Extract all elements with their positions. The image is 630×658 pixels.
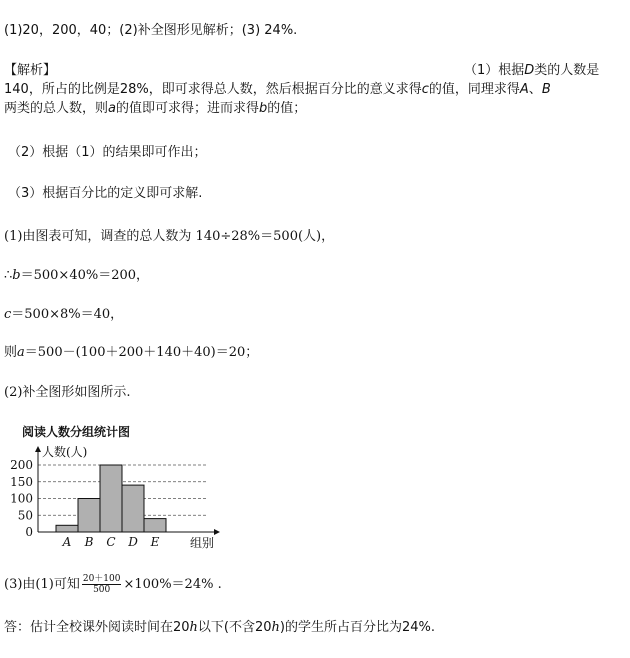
- bar-b: [78, 499, 100, 533]
- x-tick-label: B: [84, 535, 94, 549]
- solution-step-3: c＝500×8%＝40，: [4, 307, 124, 322]
- x-tick-label: C: [106, 535, 116, 549]
- solution-step-6: (3)由(1)可知 $\frac{20+100}{500}$ ×100%＝24% .: [4, 574, 222, 595]
- solution-step-1: (1)由图表可知，调查的总人数为 140÷28%＝500(人)，: [4, 229, 335, 244]
- analysis-p1-line2: 140，所占的比例是28%，即可求得总人数，然后根据百分比的意义求得c的值，同理求得A、B: [4, 82, 551, 97]
- analysis-heading: 【解析】: [4, 63, 57, 78]
- x-axis-arrow: [214, 529, 220, 535]
- analysis-p1-head: （1）根据D类的人数是: [464, 63, 600, 78]
- y-tick-label: 100: [10, 491, 33, 506]
- fraction: $\frac{20+100}{500}$: [82, 574, 121, 595]
- solution-step-2: ∴b＝500×40%＝200，: [4, 268, 150, 283]
- x-tick-label: A: [62, 535, 72, 549]
- solution-step-4: 则a＝500－(100＋200＋140＋40)＝20；: [4, 345, 259, 360]
- x-tick-label: E: [150, 535, 160, 549]
- y-tick-label: 200: [10, 458, 33, 472]
- y-axis-arrow: [35, 446, 41, 452]
- bar-a: [56, 525, 78, 532]
- bar-chart: [0, 420, 260, 555]
- answer-line: (1)20，200，40；(2)补全图形见解析；(3) 24%.: [4, 23, 298, 38]
- bar-e: [144, 519, 166, 532]
- y-tick-label: 150: [10, 474, 33, 489]
- y-tick-label: 0: [25, 525, 33, 539]
- final-answer: 答：估计全校课外阅读时间在20h以下(不含20h)的学生所占百分比为24%.: [4, 620, 436, 635]
- solution-step-5: (2)补全图形如图所示.: [4, 385, 131, 400]
- analysis-p2: （2）根据（1）的结果即可作出；: [8, 145, 207, 160]
- y-axis-label: 人数(人): [42, 445, 88, 459]
- analysis-p3: （3）根据百分比的定义即可求解.: [8, 186, 203, 201]
- y-tick-label: 50: [17, 508, 33, 523]
- bar-c: [100, 465, 122, 532]
- chart-title: 阅读人数分组统计图: [22, 425, 131, 439]
- x-tick-label: D: [128, 535, 138, 549]
- bar-d: [122, 485, 144, 532]
- y-tick-labels: [10, 458, 33, 539]
- analysis-p1-line3: 两类的总人数，则a的值即可求得；进而求得b的值；: [4, 101, 307, 116]
- x-tick-labels: [62, 535, 160, 549]
- x-axis-label: 组别: [190, 536, 215, 550]
